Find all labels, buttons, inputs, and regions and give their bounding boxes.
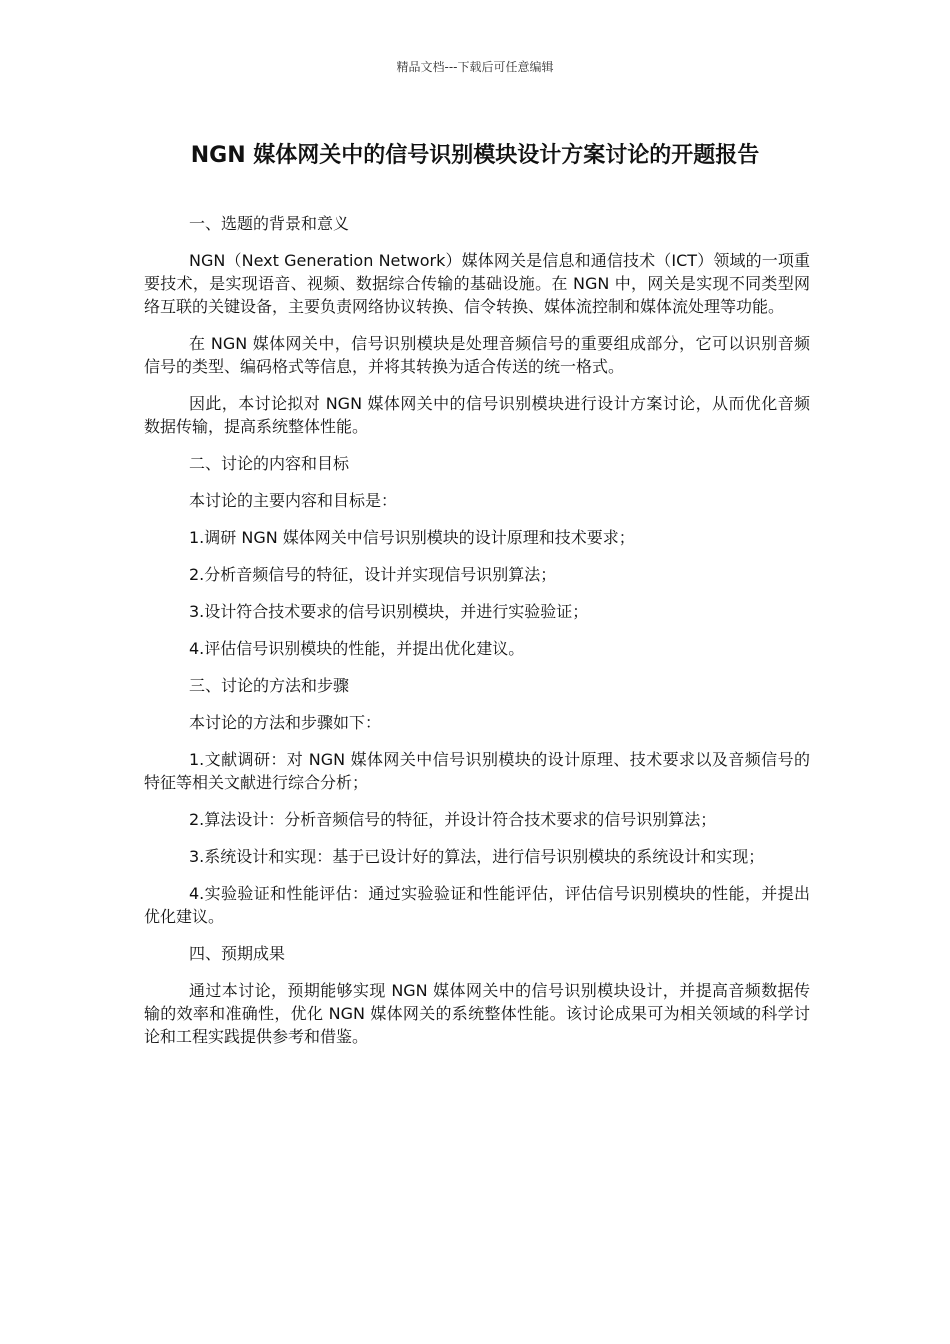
list-item-method-2: 2.算法设计：分析音频信号的特征，并设计符合技术要求的信号识别算法； xyxy=(189,810,717,829)
list-item-goal-3: 3.设计符合技术要求的信号识别模块，并进行实验验证； xyxy=(189,602,589,621)
page-title: NGN 媒体网关中的信号识别模块设计方案讨论的开题报告 xyxy=(190,143,760,168)
list-item-method-4: 4.实验验证和性能评估：通过实验验证和性能评估，评估信号识别模块的性能，并提出优化建议。 xyxy=(144,884,810,926)
list-item-goal-2: 2.分析音频信号的特征，设计并实现信号识别算法； xyxy=(189,565,557,584)
section-heading-methods: 三、讨论的方法和步骤 xyxy=(189,676,350,695)
header-note: 精品文档---下载后可任意编辑 xyxy=(396,60,554,74)
document-body xyxy=(144,212,810,1062)
paragraph-expected-results: 通过本讨论，预期能够实现 NGN 媒体网关中的信号识别模块设计，并提高音频数据传输的效率和准确性，优化 NGN 媒体网关的系统整体性能。该讨论成果可为相关领域的科学讨论和工程实践提供参考和借鉴。 xyxy=(144,981,810,1046)
list-item-method-3: 3.系统设计和实现：基于已设计好的算法，进行信号识别模块的系统设计和实现； xyxy=(189,847,765,866)
paragraph-methods-intro: 本讨论的方法和步骤如下： xyxy=(189,713,382,732)
list-item-method-1: 1.文献调研：对 NGN 媒体网关中信号识别模块的设计原理、技术要求以及音频信号的特征等相关文献进行综合分析； xyxy=(144,750,810,792)
paragraph-signal-module: 在 NGN 媒体网关中，信号识别模块是处理音频信号的重要组成部分，它可以识别音频信号的类型、编码格式等信息，并将其转换为适合传送的统一格式。 xyxy=(144,334,810,376)
paragraph-purpose: 因此，本讨论拟对 NGN 媒体网关中的信号识别模块进行设计方案讨论，从而优化音频数据传输，提高系统整体性能。 xyxy=(144,394,810,436)
section-heading-content-goals: 二、讨论的内容和目标 xyxy=(189,454,350,473)
paragraph-ngn-intro: NGN（Next Generation Network）媒体网关是信息和通信技术（ICT）领域的一项重要技术，是实现语音、视频、数据综合传输的基础设施。在 NGN 中，网关是实现不同类型网络互联的关键设备，主要负责网络协议转换、信令转换、媒体流控制和媒体流处理等功能。 xyxy=(144,251,810,316)
section-heading-expected-results: 四、预期成果 xyxy=(189,944,286,963)
list-item-goal-1: 1.调研 NGN 媒体网关中信号识别模块的设计原理和技术要求； xyxy=(189,528,635,547)
list-item-goal-4: 4.评估信号识别模块的性能，并提出优化建议。 xyxy=(189,639,525,658)
section-heading-background: 一、选题的背景和意义 xyxy=(189,214,350,233)
paragraph-goals-intro: 本讨论的主要内容和目标是： xyxy=(189,491,398,510)
